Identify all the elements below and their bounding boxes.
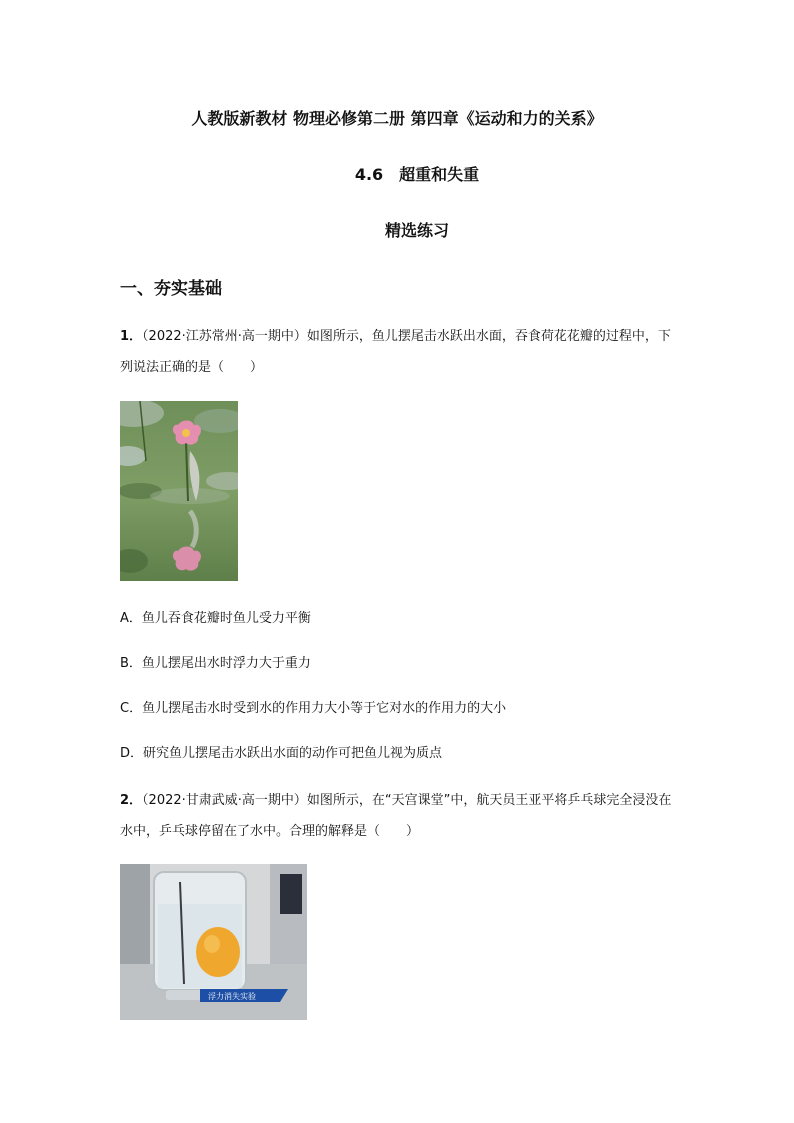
option-a: A．鱼儿吞食花瓣时鱼儿受力平衡 [120,611,311,626]
question-number: 1． [120,329,143,344]
ping-pong-water-photo [120,864,307,1020]
option-c: C．鱼儿摆尾击水时受到水的作用力大小等于它对水的作用力的大小 [120,701,507,716]
photo-caption: 浮力消失实验 [208,992,256,1001]
question-text: （2022·甘肃武威·高一期中）如图所示，在“天宫课堂”中，航天员王亚平将乒乓球完全浸没在水中，乒乓球停留在了水中。合理的解释是（ ） [120,793,672,839]
exercise-subtitle: 精选练习 [384,221,449,240]
option-b: B．鱼儿摆尾出水时浮力大于重力 [120,656,311,671]
option-d: D．研究鱼儿摆尾击水跃出水面的动作可把鱼儿视为质点 [120,746,443,761]
question-2 [120,785,680,847]
question-number: 2． [120,793,143,808]
lesson-title: 4.6 超重和失重 [354,165,480,184]
question-text: （2022·江苏常州·高一期中）如图所示，鱼儿摆尾击水跃出水面，吞食荷花花瓣的过程中，下列说法正确的是（ ） [120,329,671,375]
document-title: 人教版新教材 物理必修第二册 第四章《运动和力的关系》 [191,109,603,128]
fish-lotus-photo [120,401,238,581]
question-1 [120,321,680,383]
section-heading: 一、夯实基础 [120,279,222,299]
